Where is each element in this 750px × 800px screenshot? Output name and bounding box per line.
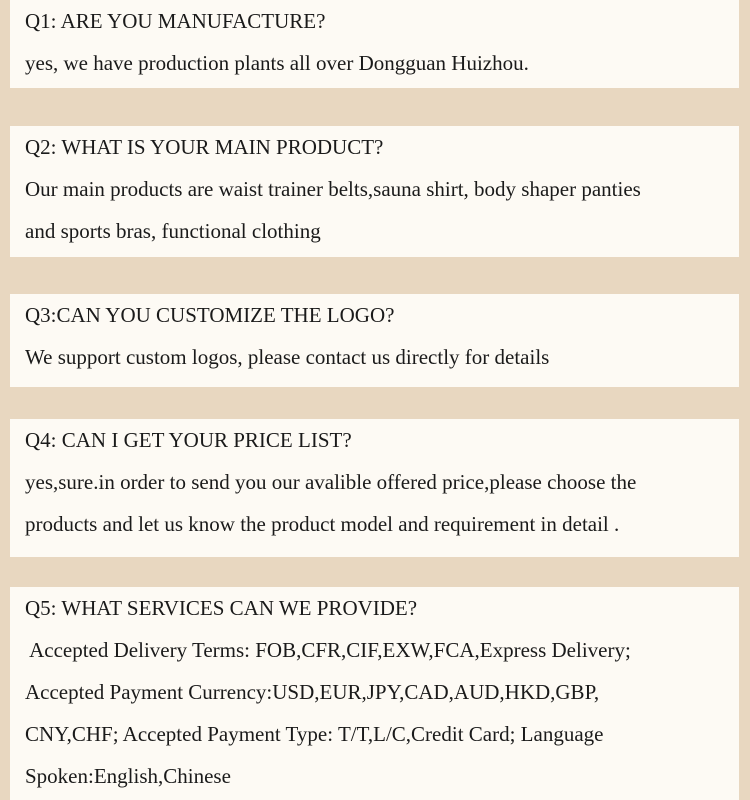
faq-answer-line: products and let us know the product model and requirement in detail .: [25, 512, 620, 536]
faq-answer-line: yes,sure.in order to send you our avalible offered price,please choose the: [25, 470, 637, 494]
faq-answer-line: Our main products are waist trainer belts,sauna shirt, body shaper panties: [25, 177, 641, 201]
faq-card-1: [10, 0, 739, 88]
faq-answer: [25, 629, 733, 797]
faq-question: Q2: WHAT IS YOUR MAIN PRODUCT?: [25, 135, 384, 159]
faq-question: Q5: WHAT SERVICES CAN WE PROVIDE?: [25, 596, 418, 620]
faq-answer: [25, 461, 733, 545]
faq-question: Q1: ARE YOU MANUFACTURE?: [25, 9, 326, 33]
faq-card-3: [10, 294, 739, 387]
faq-question: Q4: CAN I GET YOUR PRICE LIST?: [25, 428, 352, 452]
faq-answer: [25, 168, 733, 252]
faq-answer: [25, 42, 733, 84]
faq-answer-line: Accepted Delivery Terms: FOB,CFR,CIF,EXW,FCA,Express Delivery;: [25, 638, 631, 662]
faq-answer: [25, 336, 733, 378]
faq-answer-line: We support custom logos, please contact us directly for details: [25, 345, 550, 369]
faq-card-5: [10, 587, 739, 800]
faq-answer-line: Spoken:English,Chinese: [25, 764, 231, 788]
faq-card-2: [10, 126, 739, 257]
faq-answer-line: Accepted Payment Currency:USD,EUR,JPY,CAD,AUD,HKD,GBP,: [25, 680, 600, 704]
faq-question: Q3:CAN YOU CUSTOMIZE THE LOGO?: [25, 303, 395, 327]
faq-card-4: [10, 419, 739, 557]
faq-answer-line: CNY,CHF; Accepted Payment Type: T/T,L/C,Credit Card; Language: [25, 722, 604, 746]
faq-answer-line: and sports bras, functional clothing: [25, 219, 321, 243]
faq-answer-line: yes, we have production plants all over Dongguan Huizhou.: [25, 51, 529, 75]
